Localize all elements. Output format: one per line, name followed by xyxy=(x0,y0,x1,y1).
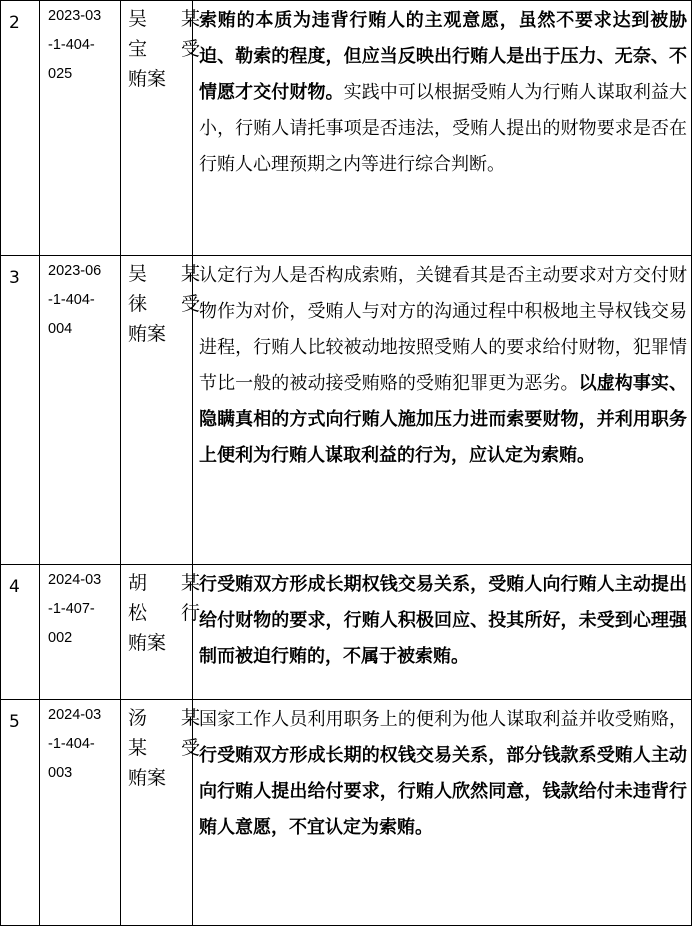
row-number: 2 xyxy=(1,1,40,256)
case-code xyxy=(40,256,121,565)
summary-bold-segment: 行受贿双方形成长期权钱交易关系，受贿人向行贿人主动提出给付财物的要求，行贿人积极回应、投其所好，未受到心理强制而被迫行贿的，不属于被索贿。 xyxy=(199,574,687,667)
table-row xyxy=(1,565,692,700)
case-code-line: 004 xyxy=(48,321,73,337)
summary-bold-segment: 行受贿双方形成长期的权钱交易关系，部分钱款系受贿人主动向行贿人提出给付要求，行贿人欣然同意，钱款给付未违背行贿人意愿，不宜认定为索贿。 xyxy=(199,745,687,838)
summary-segment: 认定行为人是否构成索贿，关键看其是否主动要求对方交付财物作为对价，受贿人与对方的沟通过程中积极地主导权钱交易进程，行贿人比较被动地按照受贿人的要求给付财物，犯罪情节比一般的被动接受贿赂的受贿犯罪更为恶劣。 xyxy=(199,265,687,394)
case-code-line: 025 xyxy=(48,66,73,82)
case-name-line: 贿案 xyxy=(128,767,167,789)
summary-segment: 国家工作人员利用职务上的便利为他人谋取利益并收受贿赂， xyxy=(199,709,687,730)
case-code-line: 2023-06 xyxy=(48,263,102,279)
case-name-line: 吴 某 xyxy=(128,8,215,30)
case-name-line: 宝 受 xyxy=(128,38,215,60)
case-summary xyxy=(193,700,692,926)
case-summary xyxy=(193,256,692,565)
table-row xyxy=(1,1,692,256)
case-name-line: 贿案 xyxy=(128,632,167,654)
case-name-line: 贿案 xyxy=(128,68,167,90)
case-code xyxy=(40,565,121,700)
case-summary xyxy=(193,1,692,256)
row-number: 3 xyxy=(1,256,40,565)
case-code-line: 2024-03 xyxy=(48,572,102,588)
case-code-line: 2024-03 xyxy=(48,707,102,723)
case-name xyxy=(121,700,215,926)
case-name-line: 贿案 xyxy=(128,323,167,345)
case-code-line: -1-404- xyxy=(48,736,95,752)
summary-bold-segment: 索贿的本质为违背行贿人的主观意愿，虽然不要求达到被胁迫、勒索的程度，但应当反映出行贿人是出于压力、无奈、不情愿才交付财物。 xyxy=(199,10,687,103)
case-name-line: 胡 某 xyxy=(128,572,215,594)
case-code-line: -1-404- xyxy=(48,292,95,308)
case-name-line: 徕 受 xyxy=(128,293,215,315)
case-code-line: 2023-03 xyxy=(48,8,102,24)
case-name xyxy=(121,1,215,256)
row-number: 4 xyxy=(1,565,40,700)
summary-bold-segment: 以虚构事实、隐瞒真相的方式向行贿人施加压力进而索要财物，并利用职务上便利为行贿人谋取利益的行为，应认定为索贿。 xyxy=(199,373,688,466)
case-name xyxy=(121,565,215,700)
case-name-line: 吴 某 xyxy=(128,263,215,285)
case-code-line: -1-407- xyxy=(48,601,95,617)
case-name xyxy=(121,256,215,565)
case-code xyxy=(40,700,121,926)
case-code-line: 002 xyxy=(48,630,73,646)
case-code-line: 003 xyxy=(48,765,73,781)
case-code-line: -1-404- xyxy=(48,37,95,53)
table-row xyxy=(1,700,692,926)
case-code xyxy=(40,1,121,256)
case-summary xyxy=(193,565,692,700)
row-number: 5 xyxy=(1,700,40,926)
case-name-line: 松 行 xyxy=(128,602,215,624)
table-row xyxy=(1,256,692,565)
summary-segment: 实践中可以根据受贿人为行贿人谋取利益大小，行贿人请托事项是否违法，受贿人提出的财物要求是否在行贿人心理预期之内等进行综合判断。 xyxy=(199,82,688,175)
case-name-line: 某 受 xyxy=(128,737,215,759)
case-name-line: 汤 某 xyxy=(128,707,215,729)
